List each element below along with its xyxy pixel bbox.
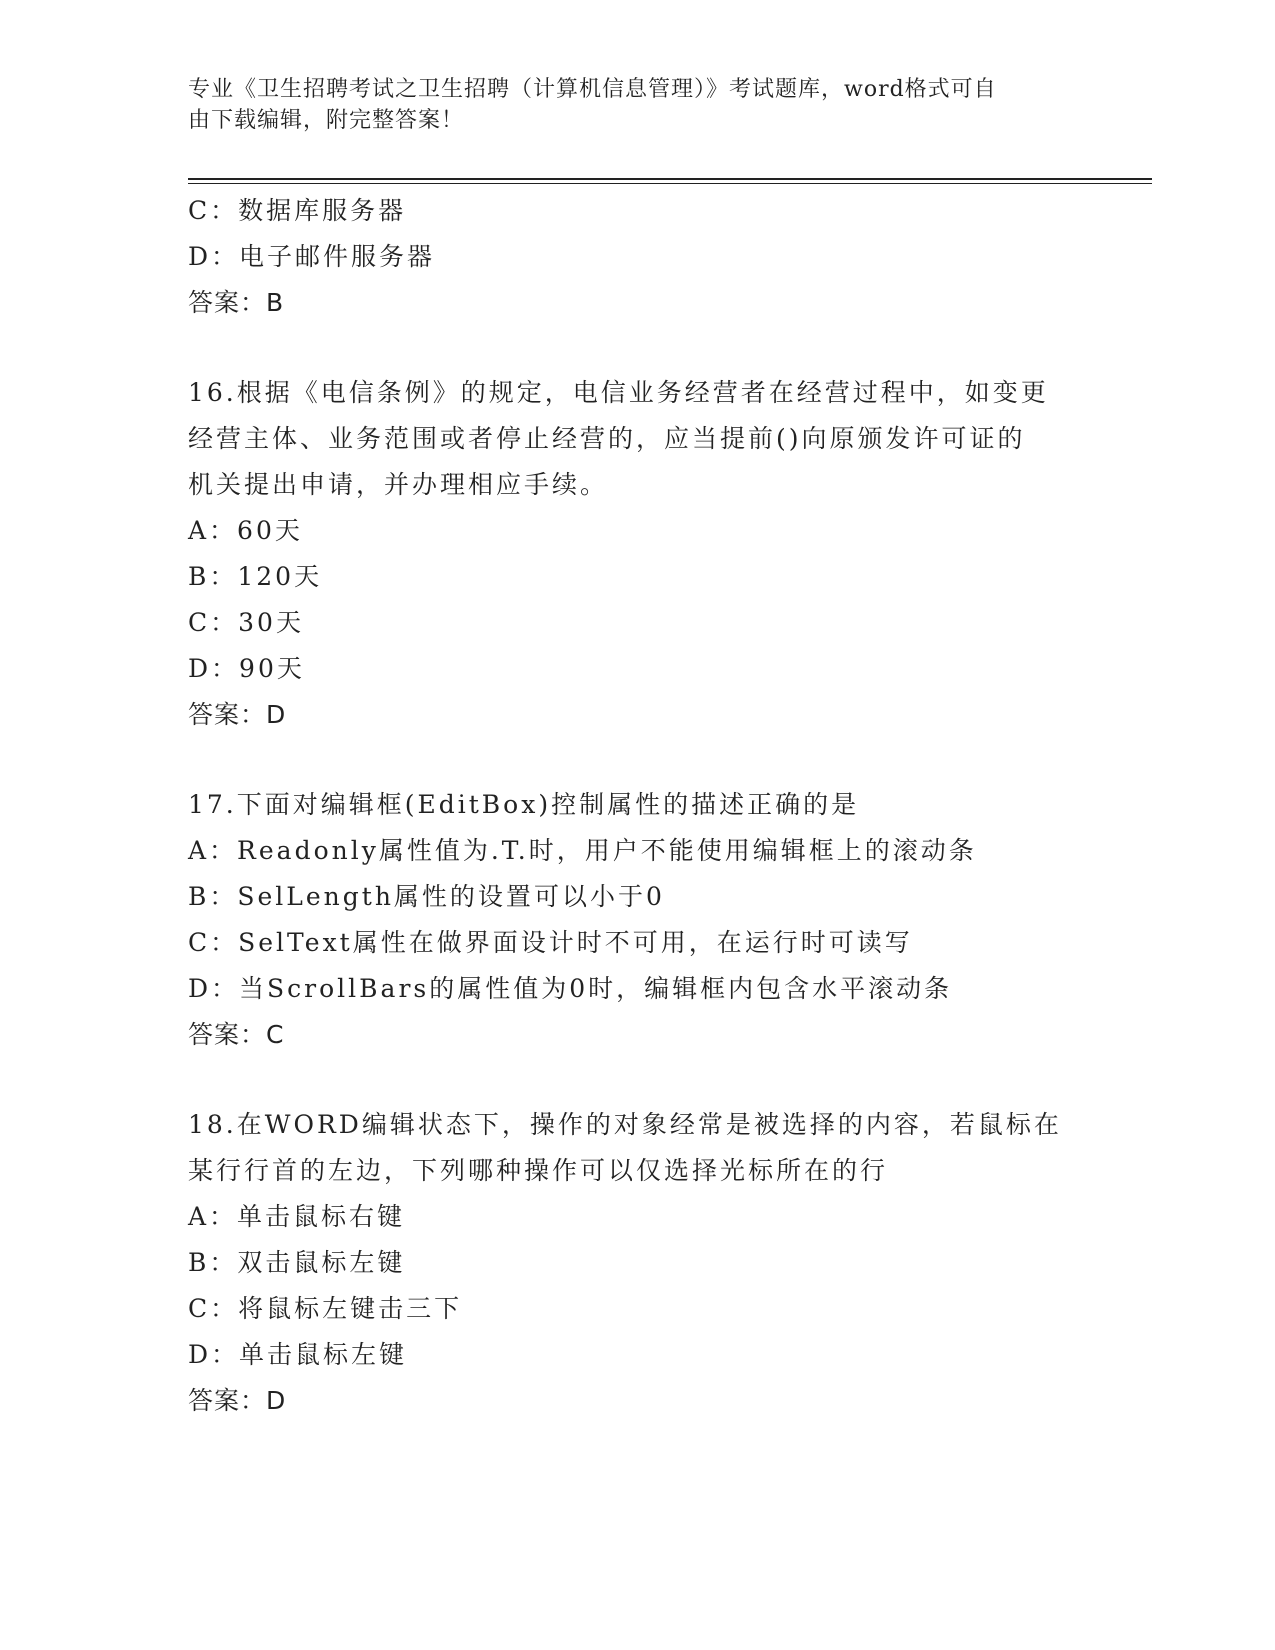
option: D：电子邮件服务器 (188, 242, 436, 271)
option: A：单击鼠标右键 (188, 1202, 406, 1231)
option: C：SelText属性在做界面设计时不可用，在运行时可读写 (188, 928, 913, 957)
question-stem: 经营主体、业务范围或者停止经营的，应当提前()向原颁发许可证的 (188, 424, 1026, 453)
header-divider (188, 178, 1152, 180)
option: B：SelLength属性的设置可以小于0 (188, 882, 665, 911)
spacer (188, 738, 1088, 782)
option: C：将鼠标左键击三下 (188, 1294, 463, 1323)
header-line: 专业《卫生招聘考试之卫生招聘（计算机信息管理）》考试题库，word格式可自 (188, 77, 997, 102)
question-17 (188, 782, 1088, 1058)
question-stem: 16.根据《电信条例》的规定，电信业务经营者在经营过程中，如变更 (188, 378, 1049, 407)
question-18 (188, 1102, 1088, 1424)
answer: 答案：D (188, 700, 287, 729)
spacer (188, 326, 1088, 370)
answer: 答案：C (188, 1020, 285, 1049)
question-stem: 机关提出申请，并办理相应手续。 (188, 470, 609, 499)
option: A：Readonly属性值为.T.时，用户不能使用编辑框上的滚动条 (188, 836, 977, 865)
question-stem: 某行行首的左边，下列哪种操作可以仅选择光标所在的行 (188, 1156, 889, 1185)
question-stem: 17.下面对编辑框(EditBox)控制属性的描述正确的是 (188, 790, 860, 819)
previous-question (188, 188, 1088, 326)
header-line: 由下载编辑，附完整答案！ (188, 108, 465, 133)
question-16 (188, 370, 1088, 738)
option: A：60天 (188, 516, 303, 545)
option: D：单击鼠标左键 (188, 1340, 408, 1369)
answer: 答案：B (188, 288, 285, 317)
header-divider (188, 183, 1152, 184)
option: C：数据库服务器 (188, 196, 407, 225)
question-stem: 18.在WORD编辑状态下，操作的对象经常是被选择的内容，若鼠标在 (188, 1110, 1062, 1139)
option: B：双击鼠标左键 (188, 1248, 406, 1277)
answer: 答案：D (188, 1386, 287, 1415)
option: D：90天 (188, 654, 305, 683)
spacer (188, 1058, 1088, 1102)
option: B：120天 (188, 562, 323, 591)
document-header (188, 74, 1068, 136)
option: C：30天 (188, 608, 304, 637)
question-content (188, 188, 1088, 1424)
option: D：当ScrollBars的属性值为0时，编辑框内包含水平滚动条 (188, 974, 953, 1003)
